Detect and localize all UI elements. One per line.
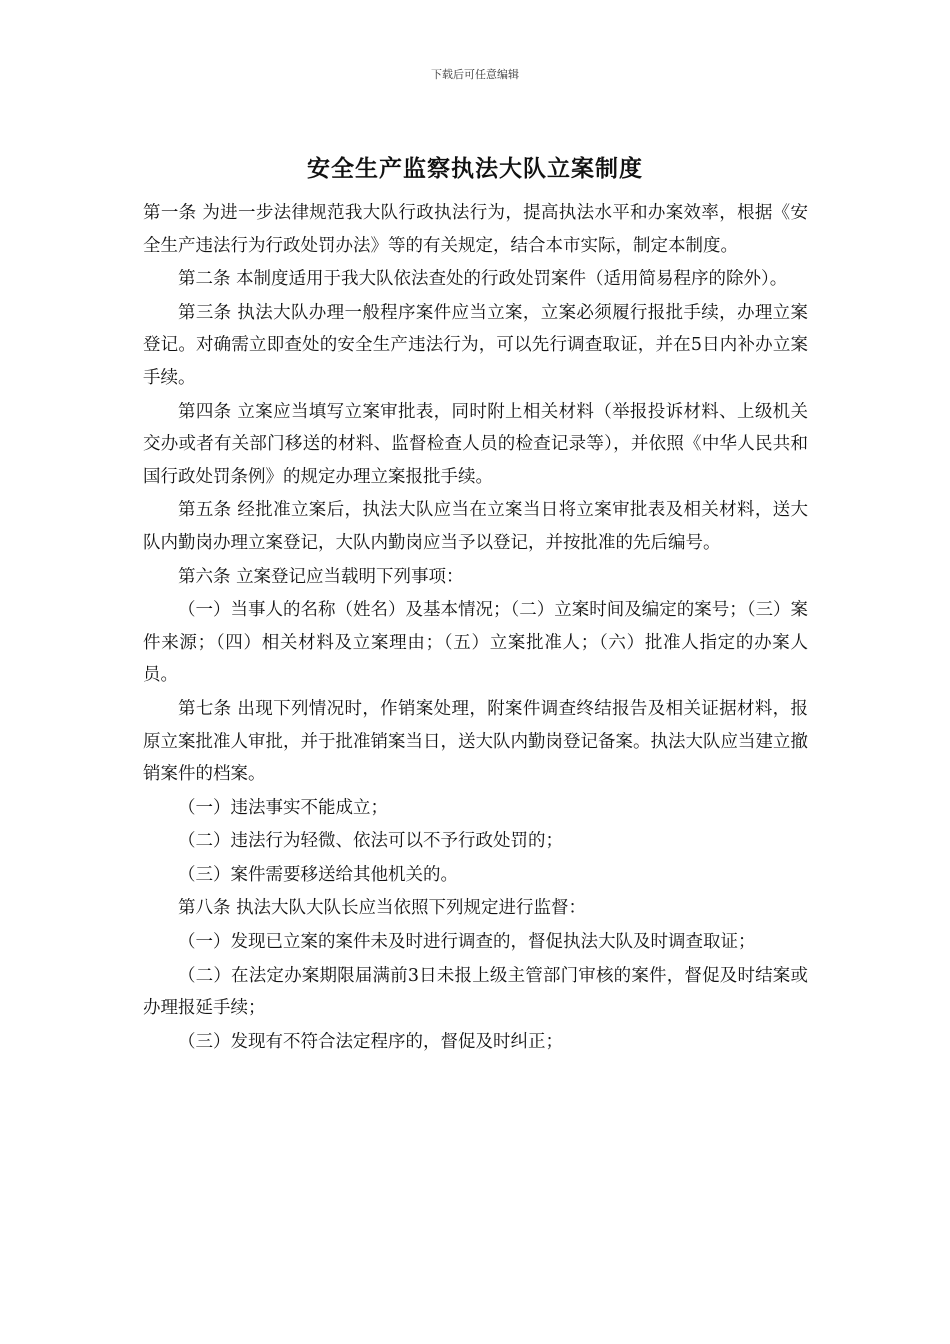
article-2: 第二条 本制度适用于我大队依法查处的行政处罚案件（适用简易程序的除外）。: [178, 269, 788, 290]
article-7-item-2: （二）违法行为轻微、依法可以不予行政处罚的；: [178, 831, 563, 852]
article-4: 第四条 立案应当填写立案审批表，同时附上相关材料（举报投诉材料、上级机关交办或者有关部门移送的材料、监督检查人员的检查记录等），并依照《中华人民共和国行政处罚条例》的规定办理立案报批手续。: [143, 401, 808, 487]
article-8-item-1: （一）发现已立案的案件未及时进行调查的，督促执法大队及时调查取证；: [178, 932, 756, 953]
article-7: 第七条 出现下列情况时，作销案处理，附案件调查终结报告及相关证据材料，报原立案批准人审批，并于批准销案当日，送大队内勤岗登记备案。执法大队应当建立撤销案件的档案。: [143, 698, 808, 785]
article-7-item-3: （三）案件需要移送给其他机关的。: [178, 864, 458, 885]
article-5: 第五条 经批准立案后，执法大队应当在立案当日将立案审批表及相关材料，送大队内勤岗办理立案登记，大队内勤岗应当予以登记，并按批准的先后编号。: [143, 500, 808, 553]
document-body: [143, 197, 808, 1059]
header-note: 下载后可任意编辑: [431, 68, 519, 81]
article-3: 第三条 执法大队办理一般程序案件应当立案，立案必须履行报批手续，办理立案登记。对确需立即查处的安全生产违法行为，可以先行调查取证，并在5日内补办立案手续。: [143, 302, 808, 388]
article-6: 第六条 立案登记应当载明下列事项：: [178, 566, 464, 587]
article-6-items: （一）当事人的名称（姓名）及基本情况；（二）立案时间及编定的案号；（三）案件来源；（四）相关材料及立案理由；（五）立案批准人；（六）批准人指定的办案人员。: [143, 600, 808, 686]
document-title: 安全生产监察执法大队立案制度: [307, 155, 643, 182]
article-7-item-1: （一）违法事实不能成立；: [178, 797, 388, 818]
article-1: 第一条 为进一步法律规范我大队行政执法行为，提高执法水平和办案效率，根据《安全生产违法行为行政处罚办法》等的有关规定，结合本市实际，制定本制度。: [143, 203, 808, 256]
article-8-item-3: （三）发现有不符合法定程序的，督促及时纠正；: [178, 1031, 563, 1052]
article-8: 第八条 执法大队大队长应当依照下列规定进行监督：: [178, 898, 587, 919]
article-8-item-2: （二）在法定办案期限届满前3日未报上级主管部门审核的案件，督促及时结案或办理报延手续；: [143, 965, 808, 1019]
